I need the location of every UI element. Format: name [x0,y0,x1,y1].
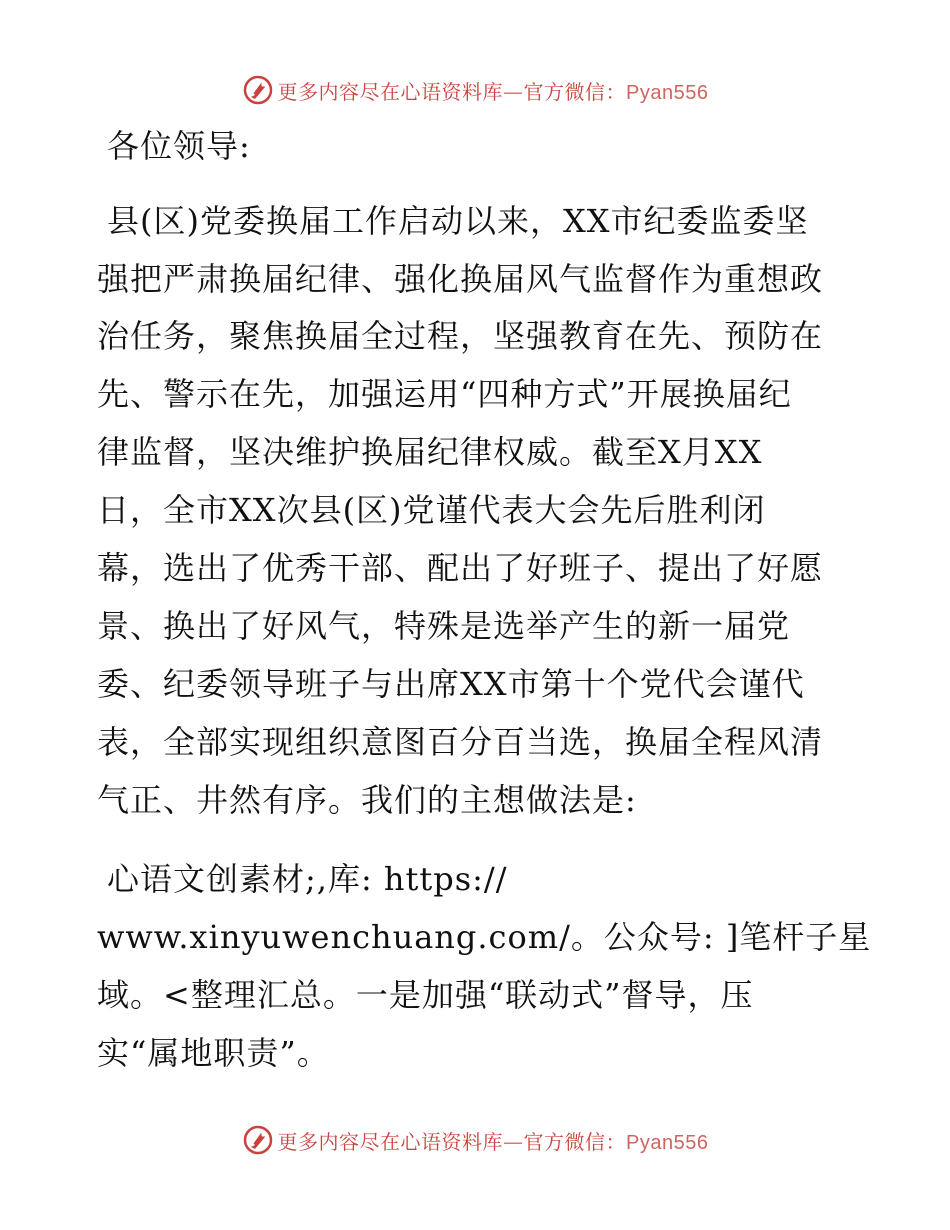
text-line: 幕，选出了优秀干部、配出了好班子、提出了好愿 [97,549,824,587]
text-line: 表，全部实现组织意图百分百当选，换届全程风清 [97,723,824,761]
text-line: 心语文创素材;,库: https:// [107,860,508,898]
text-line: 气正、井然有序。我们的主想做法是: [97,781,637,819]
banner-wechat-id: Pyan556 [626,81,709,104]
pen-nib-icon [242,1124,274,1156]
banner-text [278,1126,709,1155]
text-line: 日，全市XX次县(区)党谨代表大会先后胜利闭 [97,491,766,529]
banner-wechat-label: 官方微信： [523,1129,627,1154]
salutation: 各位领导: [107,127,251,165]
text-line: 县(区)党委换届工作启动以来，XX市纪委监委坚 [107,202,809,240]
banner-main-text: 更多内容尽在心语资料库 [277,1129,504,1154]
banner-dash: — [503,1129,524,1154]
pen-nib-icon [242,74,274,106]
text-line: 景、换出了好风气，特殊是选举产生的新一届党 [97,607,791,645]
text-line: 治任务，聚焦换届全过程，坚强教育在先、预防在 [97,317,824,355]
footer-banner [0,1120,950,1160]
banner-wechat-label: 官方微信： [523,79,627,104]
text-line: 强把严肃换届纪律、强化换届风气监督作为重想政 [97,260,824,298]
text-line: 域。<整理汇总。一是加强“联动式”督导，压 [97,976,754,1014]
banner-text [278,76,709,105]
banner-wechat-id: Pyan556 [626,1131,709,1154]
banner-main-text: 更多内容尽在心语资料库 [277,79,504,104]
text-line: 委、纪委领导班子与出席XX市第十个党代会谨代 [97,665,805,703]
text-line: www.xinyuwenchuang.com/。公众号: ]笔杆子星 [97,918,872,956]
text-line: 先、警示在先，加强运用“四种方式”开展换届纪 [97,375,792,413]
header-banner [0,70,950,110]
banner-dash: — [503,79,524,104]
text-line: 律监督，坚决维护换届纪律权威。截至X月XX [97,433,763,471]
text-line: 实“属地职责”。 [97,1034,330,1072]
